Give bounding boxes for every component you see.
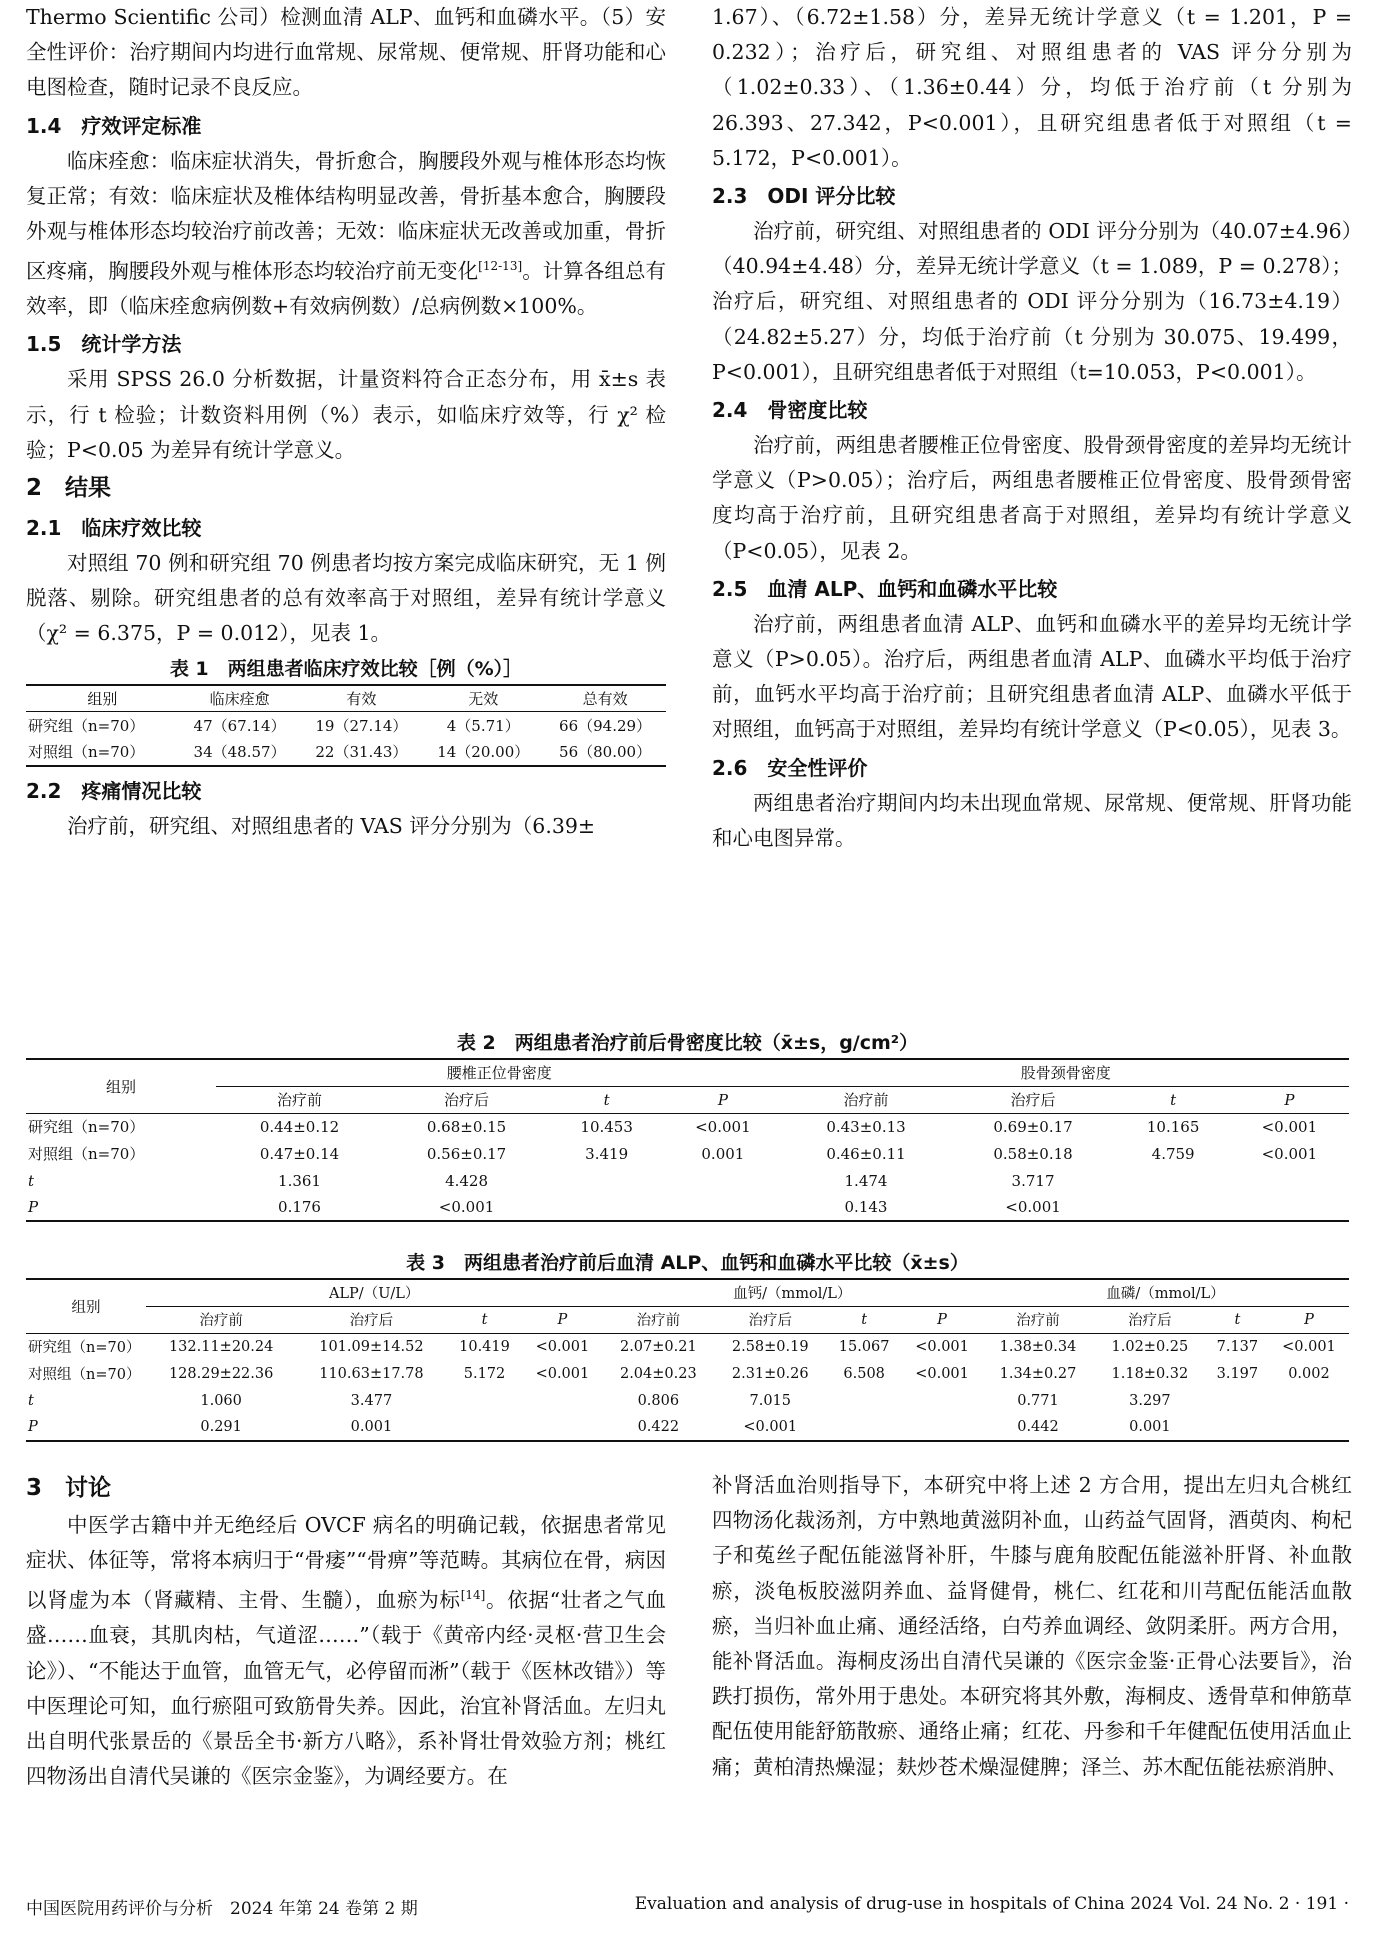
page-footer: [26, 1894, 1349, 1919]
paragraph-discussion-2: 补肾活血治则指导下，本研究中将上述 2 方合用，提出左归丸合桃红四物汤化裁汤剂，方中熟地黄滋阴补血，山药益气固肾，酒萸肉、枸杞子和菟丝子配伍能滋肾补肝，牛膝与鹿角胶配伍能滋补肝肾、补血散瘀，淡龟板胶滋阴养血、益肾健骨，桃仁、红花和川芎配伍能活血散瘀，当归补血止痛、通经活络，白芍养血调经、敛阴柔肝。两方合用，能补肾活血。海桐皮汤出自清代吴谦的《医宗金鉴·正骨心法要旨》，治跌打损伤，常外用于患处。本研究将其外敷，海桐皮、透骨草和伸筋草配伍使用能舒筋散瘀、通络止痛；红花、丹参和千年健配伍使用活血止痛；黄柏清热燥湿；麸炒苍术燥湿健脾；泽兰、苏木配伍能祛瘀消肿、: [712, 1473, 1352, 1779]
table-1-caption: 表 1 两组患者临床疗效比较［例（%）］: [169, 657, 523, 680]
paragraph-statistics: 采用 SPSS 26.0 分析数据，计量资料符合正态分布，用 x̄±s 表示，行 t 检验；计数资料用例（%）表示，如临床疗效等，行 χ² 检验；P<0.05 为差异有统计学意义。: [26, 367, 666, 462]
table-row: P 0.176 <0.001 0.143 <0.001: [26, 1194, 1349, 1221]
table-header: 无效: [422, 685, 544, 712]
table-2-grid: 组别 腰椎正位骨密度 股骨颈骨密度 治疗前 治疗后 t P 治疗前 治疗后 t P 研究组（n=70） 0.44±0.12 0.68±0.15 10.453 <0.001 0.43±0.13 0.69±0.17 10.165 <0.001 对照组（n=70） 0.47±0.14 0.56±0.17 3.419 0.001 0.46±0.11 0.58±0.18 4.759 <0.001 t 1.361 4.428 1.474 3.717 P 0.176 <0.001 0.143 <0.001: [26, 1058, 1349, 1222]
table-2: [26, 1028, 1349, 1222]
paragraph-vas-continued: 1.67）、（6.72±1.58）分，差异无统计学意义（t = 1.201，P = 0.232）；治疗后，研究组、对照组患者的 VAS 评分分别为（1.02±0.33）、（1.36±0.44）分，均低于治疗前（t 分别为 26.393、27.342，P<0.001），且研究组患者低于对照组（t = 5.172，P<0.001）。: [712, 5, 1352, 170]
heading-2-5: 2.5 血清 ALP、血钙和血磷水平比较: [712, 576, 1058, 601]
table-3-caption: 表 3 两组患者治疗前后血清 ALP、血钙和血磷水平比较（x̄±s）: [406, 1252, 969, 1274]
table-row: t 1.361 4.428 1.474 3.717: [28, 1171, 1055, 1190]
heading-results: 2 结果: [26, 475, 112, 502]
heading-2-6: 2.6 安全性评价: [712, 755, 868, 780]
table-row: t 1.060 3.477 0.806 7.015 0.771 3.297: [28, 1392, 1171, 1409]
paragraph-serum: 治疗前，两组患者血清 ALP、血钙和血磷水平的差异均无统计学意义（P>0.05）。治疗后，两组患者血清 ALP、血磷水平均低于治疗前，血钙水平均高于治疗前；且研究组患者血清 ALP、血磷水平低于对照组，血钙高于对照组，差异均有统计学意义（P<0.05），见表 3。: [712, 611, 1352, 742]
discussion-right: [712, 1468, 1352, 1785]
heading-2-1: 2.1 临床疗效比较: [26, 516, 202, 541]
heading-1-4: 1.4 疗效评定标准: [26, 113, 202, 138]
table-3: [26, 1248, 1349, 1442]
paragraph-efficacy: 对照组 70 例和研究组 70 例患者均按方案完成临床研究，无 1 例脱落、剔除。研究组患者的总有效率高于对照组，差异有统计学意义（χ² = 6.375，P = 0.012），见表 1。: [26, 551, 666, 646]
paragraph-discussion-1: 中医学古籍中并无绝经后 OVCF 病名的明确记载，依据患者常见症状、体征等，常将本病归于“骨痿”“骨痹”等范畴。其病位在骨，病因以肾虚为本（肾藏精、主骨、生髓），血瘀为标[14]。依据“壮者之气血盛……血衰，其肌肉枯，气道涩……”（载于《黄帝内经·灵枢·营卫生会论》）、“不能达于血管，血管无气，必停留而淅”（载于《医林改错》）等中医理论可知，血行瘀阻可致筋骨失养。因此，治宜补肾活血。左归丸出自明代张景岳的《景岳全书·新方八略》，系补肾壮骨效验方剂；桃红四物汤出自清代吴谦的《医宗金鉴》，为调经要方。在: [26, 1513, 666, 1789]
journal-name-en: Evaluation and analysis of drug-use in hospitals of China 2024 Vol. 24 No. 2 · 191 ·: [634, 1894, 1349, 1914]
table-row: 研究组（n=70） 132.11±20.24 101.09±14.52 10.419 <0.001 2.07±0.21 2.58±0.19 15.067 <0.001 1.38±0.34 1.02±0.25 7.137 <0.001: [28, 1338, 1336, 1357]
table-header: 总有效: [544, 685, 666, 712]
table-row: P 0.291 0.001 0.422 <0.001 0.442 0.001: [26, 1414, 1349, 1441]
table-header: 临床痊愈: [179, 685, 301, 712]
table-header: 有效: [300, 685, 422, 712]
paragraph-vas-start: 治疗前，研究组、对照组患者的 VAS 评分分别为（6.39±: [67, 813, 596, 838]
heading-2-4: 2.4 骨密度比较: [712, 398, 868, 423]
paragraph-bmd: 治疗前，两组患者腰椎正位骨密度、股骨颈骨密度的差异均无统计学意义（P>0.05）；治疗后，两组患者腰椎正位骨密度、股骨颈骨密度均高于治疗前，且研究组患者高于对照组，差异均有统计学意义（P<0.05），见表 2。: [712, 433, 1352, 563]
table-row: 研究组（n=70） 0.44±0.12 0.68±0.15 10.453 <0.001 0.43±0.13 0.69±0.17 10.165 <0.001: [28, 1117, 1318, 1137]
table-1-grid: [26, 684, 666, 767]
citation-14: [14]: [460, 1588, 486, 1603]
heading-2-3: 2.3 ODI 评分比较: [712, 184, 896, 209]
journal-name-cn: 中国医院用药评价与分析 2024 年第 24 卷第 2 期: [26, 1899, 418, 1919]
heading-1-5: 1.5 统计学方法: [26, 332, 182, 357]
table-3-grid: 组别 ALP/（U/L） 血钙/（mmol/L） 血磷/（mmol/L） 治疗前 治疗后 t P 治疗前 治疗后 t P 治疗前 治疗后 t P 研究组（n=70） 132.11±20.24 101.09±14.52 10.419 <0.001 2.07±0.21 2.58±0.19 15.067 <0.001 1.38±0.34 1.02±0.25 7.137 <0.001 对照组（n=70） 128.29±22.36 110.63±17.78 5.172 <0.001 2.04±0.23 2.31±0.26 6.508 <0.001 1.34±0.27 1.18±0.32 3.197 0.002 t 1.060 3.477 0.806 7.015 0.771 3.297 P 0.291 0.001 0.422 <0.001 0.442 0.001: [26, 1278, 1349, 1442]
heading-2-2: 2.2 疼痛情况比较: [26, 778, 202, 803]
table-row: 研究组（n=70） 47（67.14） 19（27.14） 4（5.71） 66（94.29）: [28, 716, 652, 735]
paragraph-criteria: 临床痊愈：临床症状消失，骨折愈合，胸腰段外观与椎体形态均恢复正常；有效：临床症状及椎体结构明显改善，骨折基本愈合，胸腰段外观与椎体形态均较治疗前改善；无效：临床症状无改善或加重，骨折区疼痛，胸腰段外观与椎体形态均较治疗前无变化[12-13]。计算各组总有效率，即（临床痊愈病例数+有效病例数）/总病例数×100%。: [26, 148, 667, 319]
paragraph-method-continued: Thermo Scientific 公司）检测血清 ALP、血钙和血磷水平。（5）安全性评价：治疗期间内均进行血常规、尿常规、便常规、肝肾功能和心电图检查，随时记录不良反应。: [26, 5, 666, 100]
citation-12-13: [12-13]: [478, 259, 523, 274]
right-column: [712, 0, 1352, 856]
table-row: 对照组（n=70） 34（48.57） 22（31.43） 14（20.00） 56（80.00）: [26, 739, 666, 766]
paragraph-odi: 治疗前，研究组、对照组患者的 ODI 评分分别为（40.07±4.96）（40.94±4.48）分，差异无统计学意义（t = 1.089，P = 0.278）；治疗后，研究组、对照组患者的 ODI 评分分别为（16.73±4.19）（24.82±5.27）分，均低于治疗前（t 分别为 30.075、19.499，P<0.001），且研究组患者低于对照组（t=10.053，P<0.001）。: [712, 219, 1352, 384]
table-row: 对照组（n=70） 128.29±22.36 110.63±17.78 5.172 <0.001 2.04±0.23 2.31±0.26 6.508 <0.001 1.34±0.27 1.18±0.32 3.197 0.002: [28, 1365, 1330, 1383]
heading-discussion: 3 讨论: [26, 1475, 112, 1501]
paragraph-safety: 两组患者治疗期间内均未出现血常规、尿常规、便常规、肝肾功能和心电图异常。: [712, 790, 1352, 850]
table-header: 组别: [26, 685, 179, 712]
table-2-caption: 表 2 两组患者治疗前后骨密度比较（x̄±s，g/cm²）: [456, 1032, 919, 1054]
table-row: 对照组（n=70） 0.47±0.14 0.56±0.17 3.419 0.001 0.46±0.11 0.58±0.18 4.759 <0.001: [28, 1144, 1318, 1163]
table-1: [26, 654, 666, 767]
left-column: [26, 0, 666, 844]
discussion-left: [26, 1468, 666, 1794]
